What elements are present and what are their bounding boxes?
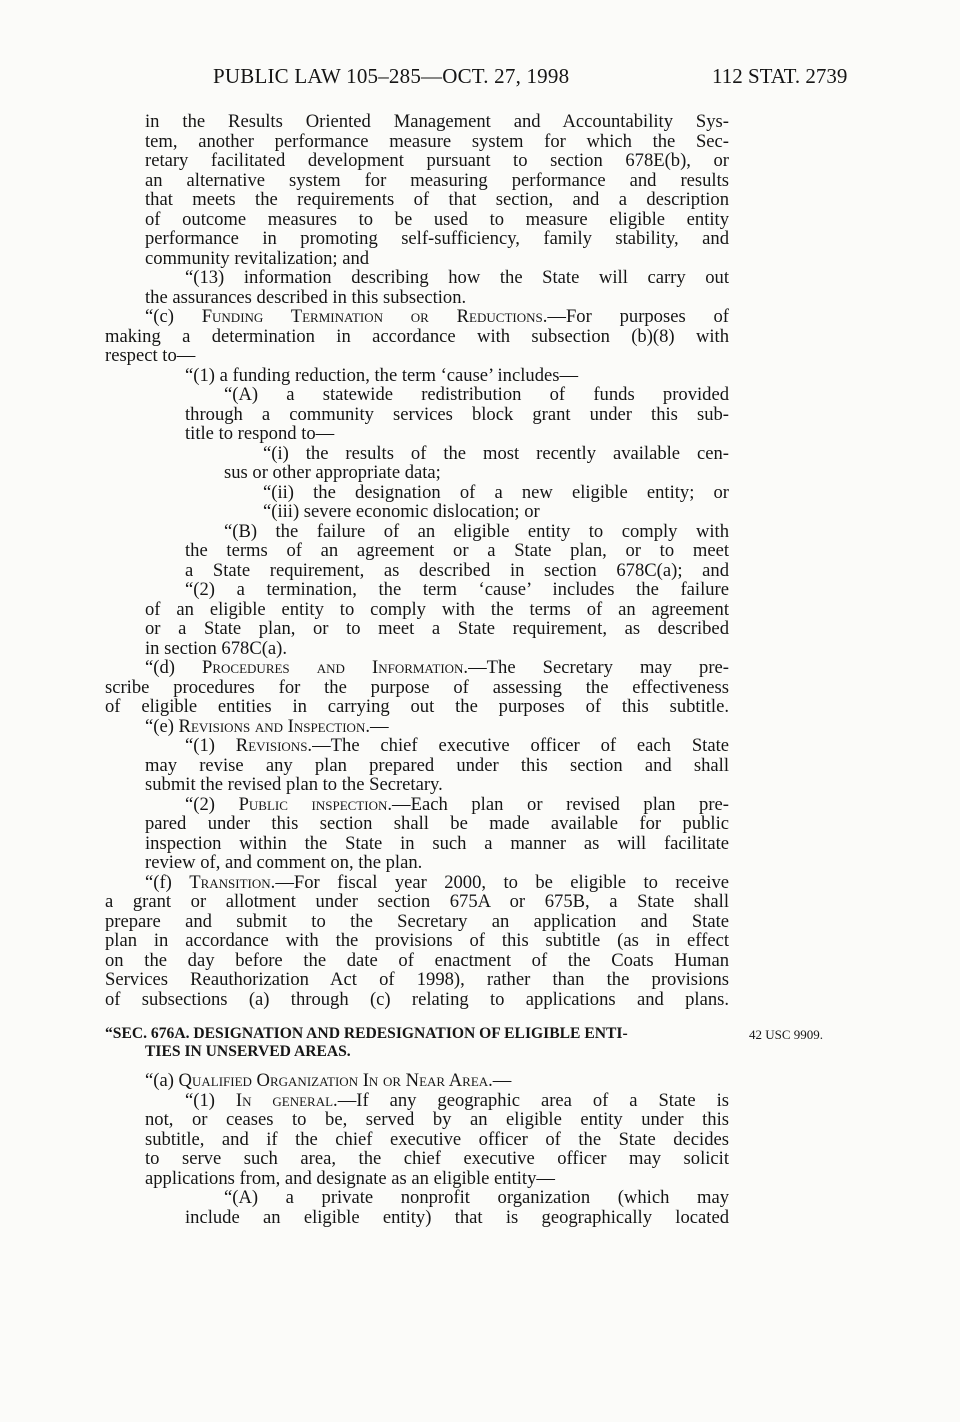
text-line: the terms of an agreement or a State plan, or to meet xyxy=(185,540,729,561)
page-header xyxy=(0,64,960,90)
text-line: an alternative system for measuring performance and results xyxy=(145,169,729,191)
text-line: Services Reauthorization Act of 1998), rather than the provisions xyxy=(105,969,729,990)
section-title-continued: TIES IN UNSERVED AREAS. xyxy=(145,1043,351,1060)
text-line: inspection within the State in such a manner as will facilitate xyxy=(145,832,729,854)
text-line: applications from, and designate as an eligible entity— xyxy=(145,1167,555,1189)
stat-page-number: 112 STAT. 2739 xyxy=(712,64,848,88)
subsection-f-heading: “(f) Transition.—For fiscal year 2000, to be eligible to receive xyxy=(145,871,729,893)
subsection-c-heading: “(c) Funding Termination or Reductions.—For purposes of xyxy=(145,306,729,327)
text-line: “(A) a private nonprofit organization (which may xyxy=(224,1187,729,1208)
text-line: “(1) a funding reduction, the term ‘cause’ includes— xyxy=(185,364,579,386)
text-line: subtitle, and if the chief executive officer of the State decides xyxy=(145,1128,729,1150)
text-line: of subsections (a) through (c) relating to applications and plans. xyxy=(105,988,729,1010)
text-line: “(2) a termination, the term ‘cause’ includes the failure xyxy=(185,579,729,600)
text-line: of eligible entities in carrying out the purposes of this subtitle. xyxy=(105,696,729,717)
text-line: of an eligible entity to comply with the terms of an agreement xyxy=(145,598,729,620)
caption-qualified-organization: Qualified Organization In or Near Area. xyxy=(178,1070,493,1091)
text-line: “(13) information describing how the State will carry out xyxy=(185,267,729,288)
section-title: “SEC. 676A. DESIGNATION AND REDESIGNATION OF ELIGIBLE ENTI- xyxy=(105,1025,628,1042)
caption-public-inspection: Public inspection. xyxy=(238,793,393,815)
text-line: community revitalization; and xyxy=(145,247,370,269)
text-line: not, or ceases to be, served by an eligible entity under this xyxy=(145,1109,729,1130)
text-line: making a determination in accordance with subsection (b)(8) with xyxy=(105,325,729,347)
paragraph-e2-heading: “(2) Public inspection.—Each plan or revised plan pre- xyxy=(185,793,729,815)
subsection-a-heading: “(a) Qualified Organization In or Near Area.— xyxy=(145,1070,512,1091)
text-line: “(A) a statewide redistribution of funds provided xyxy=(224,384,729,405)
paragraph-e1-heading: “(1) Revisions.—The chief executive officer of each State xyxy=(185,735,729,756)
text-line: plan in accordance with the provisions of this subtitle (as in effect xyxy=(105,930,729,951)
text-line: a State requirement, as described in section 678C(a); and xyxy=(185,559,729,581)
text-line: a grant or allotment under section 675A or 675B, a State shall xyxy=(105,891,729,912)
subsection-e-heading: “(e) Revisions and Inspection.— xyxy=(145,715,389,737)
caption-funding-termination: Funding Termination or Reductions. xyxy=(201,306,548,327)
caption-in-general: In general. xyxy=(235,1089,338,1111)
text-line: “(ii) the designation of a new eligible entity; or xyxy=(263,481,729,503)
caption-transition: Transition. xyxy=(189,871,276,893)
text-line: through a community services block grant under this sub- xyxy=(185,403,729,425)
text-line: in the Results Oriented Management and Accountability Sys- xyxy=(145,111,729,132)
text-line: scribe procedures for the purpose of assessing the effectiveness xyxy=(105,676,729,698)
text-line: may revise any plan prepared under this section and shall xyxy=(145,754,729,776)
text-line: that meets the requirements of that section, and a description xyxy=(145,189,729,210)
text-line: “(B) the failure of an eligible entity to comply with xyxy=(224,520,729,542)
text-line: tem, another performance measure system for which the Sec- xyxy=(145,130,729,152)
subsection-d-heading: “(d) Procedures and Information.—The Secretary may pre- xyxy=(145,657,729,678)
usc-margin-note: 42 USC 9909. xyxy=(749,1027,824,1042)
text-line: submit the revised plan to the Secretary. xyxy=(145,774,443,795)
text-line: title to respond to— xyxy=(185,423,335,444)
text-line: pared under this section shall be made available for public xyxy=(145,813,729,834)
text-line: respect to— xyxy=(105,345,196,366)
text-line: on the day before the date of enactment of the Coats Human xyxy=(105,949,729,971)
text-line: in section 678C(a). xyxy=(145,637,288,659)
text-line: “(i) the results of the most recently available cen- xyxy=(263,442,729,464)
text-line: performance in promoting self-sufficiency, family stability, and xyxy=(145,228,729,249)
text-line: review of, and comment on, the plan. xyxy=(145,852,423,873)
text-line: sus or other appropriate data; xyxy=(224,462,441,483)
text-line: prepare and submit to the Secretary an application and State xyxy=(105,910,729,932)
caption-revisions: Revisions. xyxy=(235,735,313,756)
caption-procedures: Procedures and Information. xyxy=(202,657,469,678)
text-line: include an eligible entity) that is geographically located xyxy=(185,1206,729,1228)
paragraph-a1-heading: “(1) In general.—If any geographic area of a State is xyxy=(185,1089,729,1111)
text-line: or a State plan, or to meet a State requirement, as described xyxy=(145,618,729,639)
text-line: “(iii) severe economic dislocation; or xyxy=(263,501,540,522)
text-line: to serve such area, the chief executive officer may solicit xyxy=(145,1148,729,1169)
caption-revisions-inspection: Revisions and Inspection. xyxy=(178,715,370,737)
text-line: retary facilitated development pursuant to section 678E(b), or xyxy=(145,150,729,171)
running-head: PUBLIC LAW 105–285—OCT. 27, 1998 xyxy=(213,64,570,88)
text-line: of outcome measures to be used to measure eligible entity xyxy=(145,208,729,230)
text-line: the assurances described in this subsection. xyxy=(145,286,467,308)
